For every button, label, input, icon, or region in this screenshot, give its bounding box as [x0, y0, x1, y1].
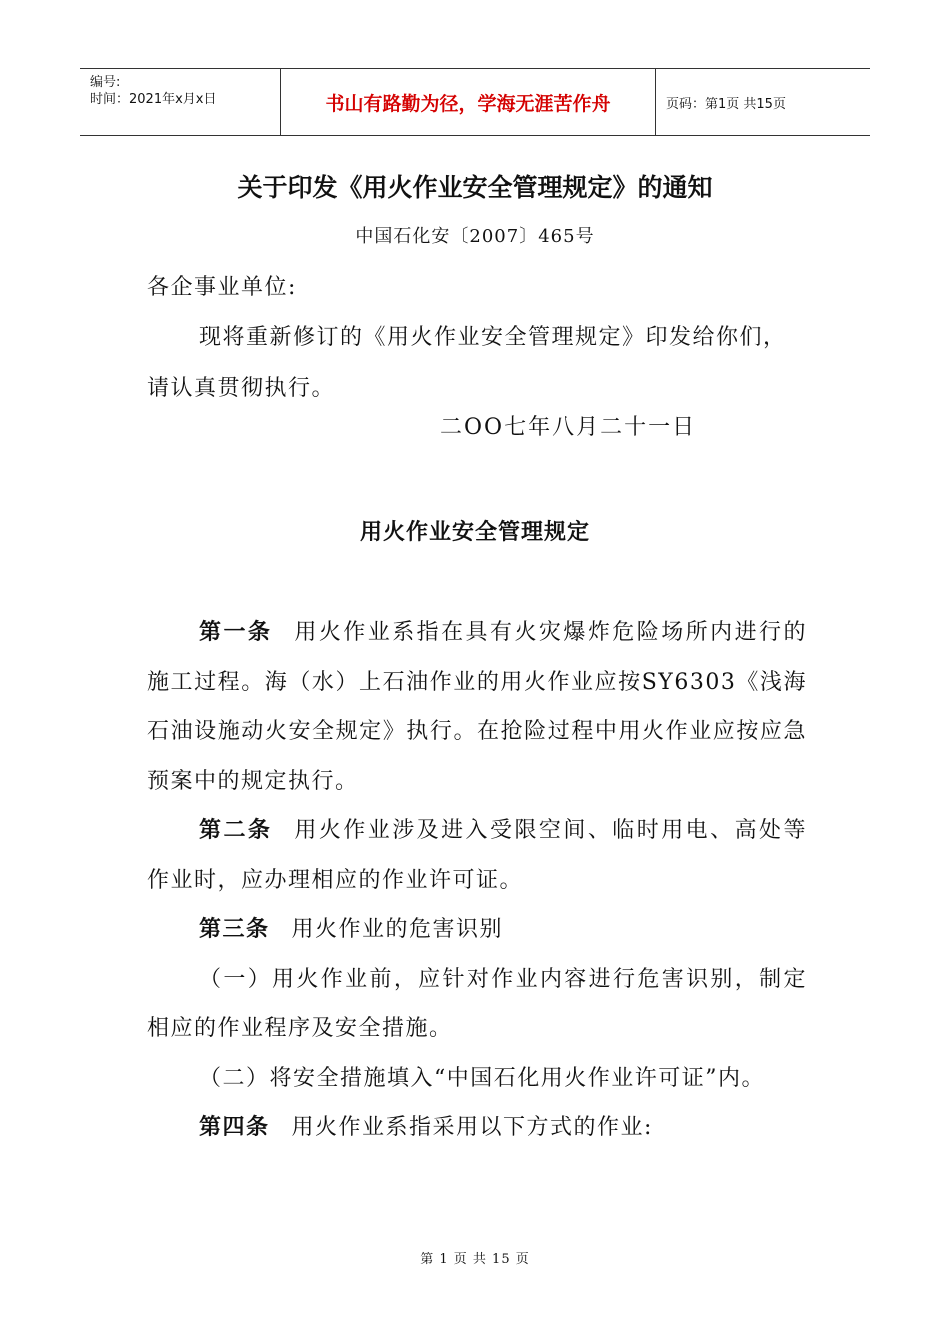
article-label: 第三条 [199, 917, 270, 942]
addressee: 各企事业单位: [147, 275, 297, 300]
article-3 [147, 905, 807, 955]
article-label: 第四条 [199, 1115, 270, 1140]
article-label: 第一条 [199, 620, 273, 645]
article-text: 用火作业系指采用以下方式的作业: [291, 1115, 653, 1140]
article-4 [147, 1103, 807, 1153]
header-page-info: 页码：第1页 共15页 [666, 96, 786, 112]
document-title: 关于印发《用火作业安全管理规定》的通知 [237, 173, 713, 202]
header-motto: 书山有路勤为径，学海无涯苦作舟 [280, 69, 656, 135]
notice-text: 现将重新修订的《用火作业安全管理规定》印发给你们，请认真贯彻执行。 [147, 325, 787, 401]
document-number: 中国石化安〔2007〕465号 [355, 226, 595, 247]
article-2 [147, 806, 807, 905]
notice-date: 二OO七年八月二十一日 [440, 415, 697, 440]
clause-3-1 [147, 955, 807, 1054]
regulation-body [147, 608, 807, 1153]
clause-text: （二）将安全措施填入“中国石化用火作业许可证”内。 [199, 1065, 765, 1091]
article-1 [147, 608, 807, 806]
page-footer: 第 1 页 共 15 页 [420, 1252, 530, 1267]
header-meta [80, 69, 280, 135]
time-label: 时间：2021年x月x日 [90, 92, 217, 107]
article-text: 用火作业的危害识别 [291, 917, 504, 942]
regulation-title: 用火作业安全管理规定 [359, 519, 590, 545]
clause-3-2 [147, 1054, 807, 1104]
article-text: 用火作业涉及进入受限空间、临时用电、高处等作业时，应办理相应的作业许可证。 [147, 818, 807, 893]
number-label: 编号: [90, 75, 121, 90]
clause-text: （一）用火作业前，应针对作业内容进行危害识别，制定相应的作业程序及安全措施。 [147, 966, 807, 1041]
article-text: 用火作业系指在具有火灾爆炸危险场所内进行的施工过程。海（水）上石油作业的用火作业应按SY6303《浅海石油设施动火安全规定》执行。在抢险过程中用火作业应按应急预案中的规定执行。 [147, 620, 807, 794]
article-label: 第二条 [199, 818, 273, 843]
page-header [80, 68, 870, 136]
